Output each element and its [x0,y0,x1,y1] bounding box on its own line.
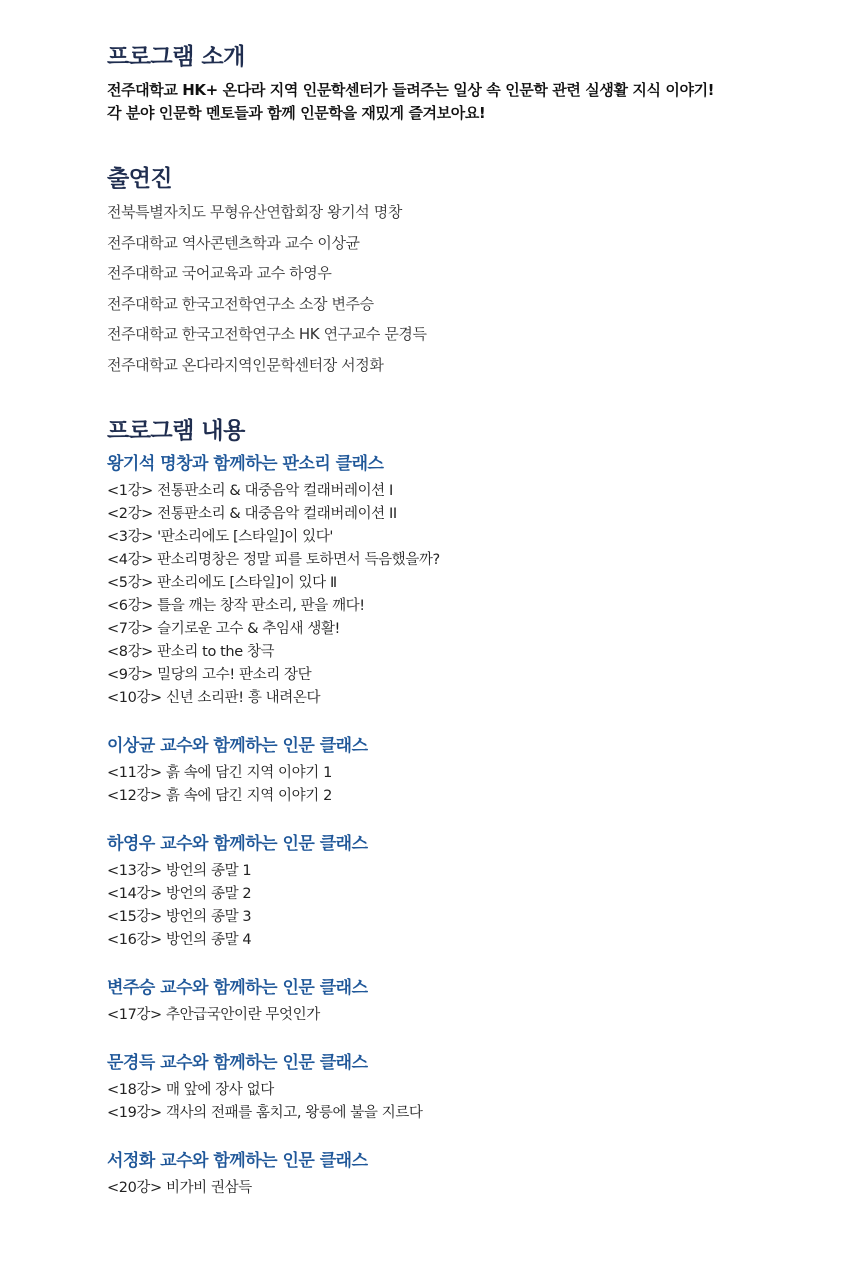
lecture-list [107,1004,827,1027]
cast-member: 전북특별자치도 무형유산연합회장 왕기석 명창 [107,203,402,221]
lecture-item: <17강> 추안급국안이란 무엇인가 [107,1007,320,1023]
class-title: 하영우 교수와 함께하는 인문 클래스 [107,834,368,854]
lecture-item: <20강> 비가비 권삼득 [107,1180,252,1196]
cast-member: 전주대학교 온다라지역인문학센터장 서정화 [107,355,384,374]
cast-list [107,200,427,383]
lecture-item: <18강> 매 앞에 장사 없다 [107,1082,274,1098]
lecture-item: <2강> 전통판소리 & 대중음악 컬래버레이션 II [107,506,397,522]
lecture-item: <15강> 방언의 종말 3 [107,909,252,925]
intro-line: 전주대학교 HK+ 온다라 지역 인문학센터가 들려주는 일상 속 인문학 관련 실생활 지식 이야기! [107,81,715,99]
lecture-item: <7강> 슬기로운 고수 & 추임새 생활! [107,621,340,637]
lecture-item: <14강> 방언의 종말 2 [107,886,252,902]
lecture-item: <1강> 전통판소리 & 대중음악 컬래버레이션 I [107,483,393,499]
lecture-item: <8강> 판소리 to the 창극 [107,644,275,660]
program-heading: 프로그램 내용 [107,418,245,444]
cast-member: 전주대학교 한국고전학연구소 HK 연구교수 문경득 [107,325,427,343]
class-list [107,452,827,1224]
lecture-list [107,480,827,710]
intro-description [107,79,827,125]
lecture-item: <9강> 밀당의 고수! 판소리 장단 [107,667,312,683]
lecture-item: <3강> '판소리에도 [스타일]이 있다' [107,529,333,545]
class-block [107,1149,827,1200]
class-block [107,734,827,808]
intro-heading: 프로그램 소개 [107,44,245,70]
class-title: 이상균 교수와 함께하는 인문 클래스 [107,736,368,756]
class-block [107,1051,827,1125]
cast-heading: 출연진 [107,166,173,192]
lecture-list [107,860,827,952]
class-block [107,832,827,952]
lecture-item: <13강> 방언의 종말 1 [107,863,252,879]
lecture-item: <16강> 방언의 종말 4 [107,932,252,948]
lecture-item: <10강> 신년 소리판! 흥 내려온다 [107,690,321,706]
lecture-item: <11강> 흙 속에 담긴 지역 이야기 1 [107,765,332,781]
class-block [107,976,827,1027]
lecture-list [107,1177,827,1200]
class-title: 서정화 교수와 함께하는 인문 클래스 [107,1151,368,1171]
lecture-item: <6강> 틀을 깨는 창작 판소리, 판을 깨다! [107,598,365,614]
cast-member: 전주대학교 한국고전학연구소 소장 변주승 [107,294,374,313]
lecture-item: <5강> 판소리에도 [스타일]이 있다 Ⅱ [107,575,337,591]
intro-line: 각 분야 인문학 멘토들과 함께 인문학을 재밌게 즐겨보아요! [107,104,486,122]
class-title: 문경득 교수와 함께하는 인문 클래스 [107,1053,368,1073]
class-block [107,452,827,710]
class-title: 왕기석 명창과 함께하는 판소리 클래스 [107,454,384,474]
class-title: 변주승 교수와 함께하는 인문 클래스 [107,978,368,998]
cast-member: 전주대학교 역사콘텐츠학과 교수 이상균 [107,233,360,252]
lecture-list [107,762,827,808]
lecture-item: <19강> 객사의 전패를 훔치고, 왕릉에 불을 지르다 [107,1105,423,1121]
lecture-item: <12강> 흙 속에 담긴 지역 이야기 2 [107,788,332,804]
cast-member: 전주대학교 국어교육과 교수 하영우 [107,264,332,282]
lecture-list [107,1079,827,1125]
lecture-item: <4강> 판소리명창은 정말 피를 토하면서 득음했을까? [107,552,440,568]
